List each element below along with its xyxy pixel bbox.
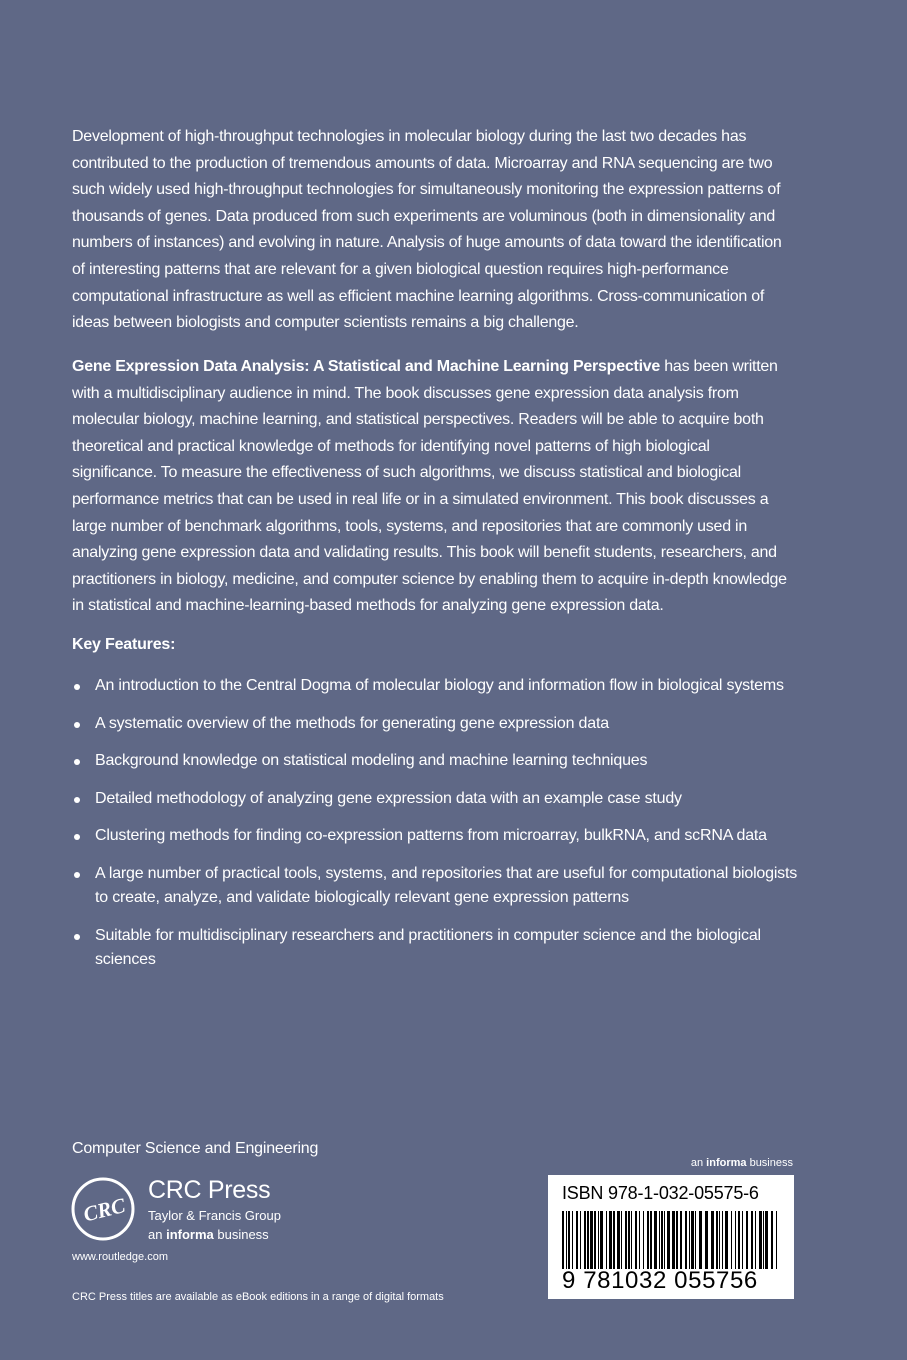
description-paragraph-2-text: has been written with a multidisciplinary audience in mind. The book discusses gene expression data analysis from molecular biology, machine learning, and statistical perspectives. Readers will be able to acquire both theoretical and practical knowledge of methods for identifying novel patterns of high biological significance. To measure the effectiveness of such algorithms, we discuss statistical and biological performance metrics that can be used in real life or in a simulated environment. This book discusses a large number of benchmark algorithms, tools, systems, and repositories that are commonly used in analyzing gene expression data and validating results. This book will benefit students, researchers, and practitioners in biology, medicine, and computer science by enabling them to acquire in-depth knowledge in statistical and machine-learning-based methods for analyzing gene expression data. [72, 358, 787, 615]
book-title: Gene Expression Data Analysis: A Statistical and Machine Learning Perspective [72, 358, 661, 375]
barcode-bar [643, 1211, 644, 1269]
barcode-bar [647, 1211, 649, 1269]
barcode-bar [650, 1211, 652, 1269]
barcode-bar [631, 1211, 632, 1269]
barcode-bar [584, 1211, 586, 1269]
crc-logo-icon [70, 1176, 136, 1242]
barcode-bar [725, 1211, 728, 1269]
barcode-bar [699, 1211, 702, 1269]
barcode-bar [711, 1211, 714, 1269]
publisher-tagline [148, 1227, 269, 1242]
feature-item: Clustering methods for finding co-expression patterns from microarray, bulkRNA, and scRNA data [72, 824, 802, 849]
barcode-bar [759, 1211, 762, 1269]
barcode-bar [689, 1211, 690, 1269]
barcode-bar [763, 1211, 764, 1269]
isbn-barcode-box [548, 1175, 794, 1299]
barcode-bar [719, 1211, 720, 1269]
barcode-bar [705, 1211, 708, 1269]
publisher-group: Taylor & Francis Group [148, 1208, 281, 1223]
barcode-bar [722, 1211, 723, 1269]
subject-category: Computer Science and Engineering [72, 1140, 319, 1157]
barcode-bar [617, 1211, 620, 1269]
barcode-bar [654, 1211, 657, 1269]
barcode-bar [667, 1211, 670, 1269]
barcode-bar [685, 1211, 687, 1269]
feature-item: Suitable for multidisciplinary researchers and practitioners in computer science and the biological sciences [72, 924, 802, 973]
feature-item: A systematic overview of the methods for generating gene expression data [72, 712, 802, 737]
barcode-bar [776, 1211, 777, 1269]
tagline-suffix: business [213, 1227, 269, 1242]
barcode-bar [639, 1211, 640, 1269]
informa-business-label [691, 1157, 793, 1169]
description-paragraph-2 [72, 354, 797, 620]
barcode-bar [590, 1211, 593, 1269]
publisher-name: CRC Press [148, 1176, 271, 1204]
barcode-bar [625, 1211, 627, 1269]
barcode-bar [566, 1211, 567, 1269]
feature-item: Background knowledge on statistical modeling and machine learning techniques [72, 749, 802, 774]
publisher-logo [70, 1176, 330, 1242]
barcode-bar [676, 1211, 678, 1269]
informa-prefix: an [690, 1157, 707, 1169]
isbn-number: ISBN 978-1-032-05575-6 [562, 1183, 759, 1203]
feature-item: A large number of practical tools, systems, and repositories that are useful for computational biologists to create, analyze, and validate biologically relevant gene expression patterns [72, 862, 802, 911]
barcode-bar [731, 1211, 732, 1269]
barcode-bar [613, 1211, 615, 1269]
barcode-bar [606, 1211, 607, 1269]
barcode-bar [576, 1211, 578, 1269]
barcode-bar [664, 1211, 665, 1269]
barcode-bar [562, 1211, 564, 1269]
tagline-prefix: an [148, 1227, 167, 1242]
barcode-bar [609, 1211, 612, 1269]
barcode-bar [600, 1211, 603, 1269]
barcode-bar [659, 1211, 660, 1269]
barcode-bar [755, 1211, 756, 1269]
barcode-bar [580, 1211, 581, 1269]
tagline-brand: informa [166, 1227, 214, 1242]
website-url: www.routledge.com [72, 1251, 168, 1263]
key-features-heading: Key Features: [72, 636, 176, 653]
barcode-bar [746, 1211, 748, 1269]
barcode-bar [742, 1211, 743, 1269]
barcode-bar [621, 1211, 622, 1269]
barcode-icon [560, 1211, 784, 1269]
barcode-digits: 9 781032 055756 [562, 1267, 758, 1294]
barcode-bar [598, 1211, 599, 1269]
barcode-bar [635, 1211, 637, 1269]
barcode-bar [628, 1211, 630, 1269]
description-paragraph-1: Development of high-throughput technologies in molecular biology during the last two decades has contributed to the production of tremendous amounts of data. Microarray and RNA sequencing are two such widely used high-throughput technologies for simultaneously monitoring the expression patterns of thousands of genes. Data produced from such experiments are voluminous (both in dimensionality and numbers of instances) and evolving in nature. Analysis of huge amounts of data toward the identification of interesting patterns that are relevant for a given biological question requires high-performance computational infrastructure as well as efficient machine learning algorithms. Cross-communication of ideas between biologists and computer scientists remains a big challenge. [72, 128, 782, 332]
barcode-bar [594, 1211, 596, 1269]
crc-logo-mark: CRC [80, 1193, 128, 1227]
key-features-list [72, 674, 802, 986]
barcode-bar [572, 1211, 573, 1269]
barcode-bar [691, 1211, 694, 1269]
barcode-bar [771, 1211, 773, 1269]
informa-suffix: business [746, 1157, 793, 1169]
barcode-bar [735, 1211, 736, 1269]
barcode-bar [751, 1211, 753, 1269]
informa-brand: informa [706, 1157, 747, 1169]
feature-item: An introduction to the Central Dogma of molecular biology and information flow in biological systems [72, 674, 802, 699]
ebook-note: CRC Press titles are available as eBook editions in a range of digital formats [72, 1291, 444, 1303]
barcode-bar [738, 1211, 740, 1269]
barcode-bar [716, 1211, 718, 1269]
barcode-bar [765, 1211, 768, 1269]
barcode-bar [695, 1211, 696, 1269]
barcode-bar [661, 1211, 663, 1269]
barcode-bar [672, 1211, 675, 1269]
barcode-bar [587, 1211, 589, 1269]
feature-item: Detailed methodology of analyzing gene expression data with an example case study [72, 787, 802, 812]
barcode-bar [568, 1211, 570, 1269]
barcode-bar [680, 1211, 682, 1269]
